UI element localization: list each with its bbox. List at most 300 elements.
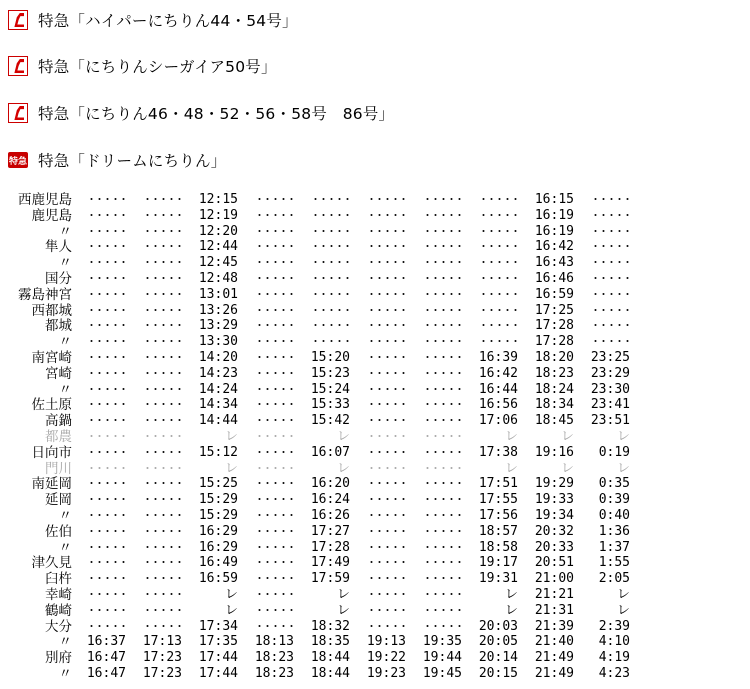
time-cell: 15:25 [198, 476, 238, 492]
time-cell: ・・・・・ [142, 366, 182, 380]
time-cell: ・・・・・ [366, 271, 406, 285]
time-cell: ・・・・・ [422, 556, 462, 570]
time-cell: 19:13 [366, 634, 406, 650]
time-cell: 16:20 [310, 476, 350, 492]
time-cell: ・・・・・ [590, 224, 630, 238]
time-cell: ・・・・・ [142, 208, 182, 222]
time-cell: ・・・・・ [366, 193, 406, 206]
time-cell: ・・・・・ [254, 350, 294, 364]
time-cell: レ [336, 602, 350, 618]
time-cell: ・・・・・ [86, 398, 126, 412]
time-cell: ・・・・・ [86, 335, 126, 349]
time-cell: 0:39 [598, 492, 630, 508]
time-cell: ・・・・・ [422, 524, 462, 538]
time-cell: 12:48 [198, 270, 238, 286]
time-cell: 21:49 [534, 665, 574, 681]
time-cell: ・・・・・ [254, 603, 294, 617]
time-cell: 17:13 [142, 634, 182, 650]
time-cell: ・・・・・ [590, 287, 630, 301]
timetable-row [0, 271, 750, 287]
timetable-row [0, 239, 750, 255]
time-cell: ・・・・・ [254, 366, 294, 380]
time-cell: ・・・・・ [422, 429, 462, 443]
timetable-row [0, 192, 750, 208]
time-cell: ・・・・・ [366, 619, 406, 633]
time-cell: ・・・・・ [310, 193, 350, 206]
legend-row [8, 53, 738, 79]
time-cell: 14:24 [198, 381, 238, 397]
time-cell: 18:57 [478, 523, 518, 539]
time-cell: ・・・・・ [142, 445, 182, 459]
timetable [0, 192, 750, 682]
time-cell: レ [616, 602, 630, 618]
time-cell: ・・・・・ [254, 572, 294, 586]
time-cell: 15:23 [310, 365, 350, 381]
time-cell: ・・・・・ [254, 240, 294, 254]
time-cell: 17:44 [198, 650, 238, 666]
station-name: 都農 [45, 428, 72, 445]
time-cell: 19:34 [534, 507, 574, 523]
station-name: 〃 [58, 507, 72, 524]
timetable-row [0, 255, 750, 271]
time-cell: ・・・・・ [366, 461, 406, 475]
time-cell: 2:39 [598, 618, 630, 634]
time-cell: ・・・・・ [86, 524, 126, 538]
time-cell: 21:40 [534, 634, 574, 650]
time-cell: 16:15 [534, 192, 574, 207]
time-cell: ・・・・・ [422, 335, 462, 349]
time-cell: 23:51 [590, 413, 630, 429]
time-cell: 19:33 [534, 492, 574, 508]
station-name: 〃 [58, 334, 72, 351]
time-cell: 23:29 [590, 365, 630, 381]
legend-train-name: 特急「にちりんシーガイア50号」 [38, 58, 277, 76]
time-cell: レ [616, 460, 630, 476]
time-cell: ・・・・・ [422, 398, 462, 412]
time-cell: ・・・・・ [86, 350, 126, 364]
time-cell: ・・・・・ [142, 256, 182, 270]
timetable-row [0, 555, 750, 571]
time-cell: ・・・・・ [422, 572, 462, 586]
time-cell: ・・・・・ [422, 366, 462, 380]
time-cell: ・・・・・ [254, 445, 294, 459]
time-cell: 16:24 [310, 492, 350, 508]
time-cell: レ [224, 602, 238, 618]
time-cell: ・・・・・ [366, 477, 406, 491]
time-cell: ・・・・・ [86, 429, 126, 443]
time-cell: 1:55 [598, 555, 630, 571]
time-cell: 18:45 [534, 413, 574, 429]
time-cell: 2:05 [598, 571, 630, 587]
time-cell: 12:44 [198, 239, 238, 255]
time-cell: ・・・・・ [142, 271, 182, 285]
time-cell: ・・・・・ [478, 256, 518, 270]
time-cell: 17:49 [310, 555, 350, 571]
time-cell: ・・・・・ [86, 572, 126, 586]
time-cell: ・・・・・ [590, 256, 630, 270]
time-cell: 21:00 [534, 571, 574, 587]
time-cell: 16:29 [198, 539, 238, 555]
time-cell: ・・・・・ [478, 240, 518, 254]
time-cell: 21:21 [534, 586, 574, 602]
time-cell: ・・・・・ [254, 508, 294, 522]
time-cell: ・・・・・ [366, 303, 406, 317]
time-cell: ・・・・・ [254, 256, 294, 270]
time-cell: 19:44 [422, 650, 462, 666]
time-cell: ・・・・・ [366, 208, 406, 222]
time-cell: ・・・・・ [422, 445, 462, 459]
time-cell: 17:28 [534, 318, 574, 334]
time-cell: ・・・・・ [310, 303, 350, 317]
time-cell: ・・・・・ [590, 240, 630, 254]
time-cell: ・・・・・ [366, 493, 406, 507]
time-cell: 15:29 [198, 507, 238, 523]
timetable-row [0, 429, 750, 445]
time-cell: ・・・・・ [366, 524, 406, 538]
time-cell: レ [224, 428, 238, 444]
time-cell: 19:16 [534, 444, 574, 460]
time-cell: 17:38 [478, 444, 518, 460]
time-cell: 16:39 [478, 349, 518, 365]
time-cell: ・・・・・ [422, 224, 462, 238]
time-cell: 17:28 [534, 334, 574, 350]
time-cell: ・・・・・ [86, 493, 126, 507]
time-cell: ・・・・・ [254, 271, 294, 285]
time-cell: ・・・・・ [142, 524, 182, 538]
time-cell: ・・・・・ [422, 619, 462, 633]
time-cell: ・・・・・ [86, 366, 126, 380]
station-name: 南宮崎 [31, 349, 72, 366]
time-cell: ・・・・・ [254, 382, 294, 396]
time-cell: ・・・・・ [422, 493, 462, 507]
time-cell: 20:51 [534, 555, 574, 571]
time-cell: 12:45 [198, 255, 238, 271]
time-cell: ・・・・・ [86, 508, 126, 522]
station-name: 霧島神宮 [18, 286, 72, 303]
time-cell: ・・・・・ [366, 240, 406, 254]
time-cell: 18:20 [534, 349, 574, 365]
station-name: 国分 [45, 270, 72, 287]
time-cell: ・・・・・ [142, 540, 182, 554]
time-cell: ・・・・・ [310, 287, 350, 301]
time-cell: 20:15 [478, 665, 518, 681]
legend-row [8, 100, 738, 126]
time-cell: ・・・・・ [366, 414, 406, 428]
time-cell: 17:44 [198, 665, 238, 681]
time-cell: ・・・・・ [478, 271, 518, 285]
station-name: 別府 [45, 650, 72, 667]
time-cell: 21:49 [534, 650, 574, 666]
time-cell: ・・・・・ [422, 240, 462, 254]
timetable-row [0, 587, 750, 603]
time-cell: レ [616, 428, 630, 444]
time-cell: ・・・・・ [142, 319, 182, 333]
time-cell: ・・・・・ [142, 335, 182, 349]
time-cell: ・・・・・ [142, 287, 182, 301]
time-cell: 16:59 [534, 286, 574, 302]
time-cell: 0:19 [598, 444, 630, 460]
time-cell: 18:34 [534, 397, 574, 413]
time-cell: 20:33 [534, 539, 574, 555]
time-cell: ・・・・・ [142, 603, 182, 617]
legend-row [8, 7, 738, 33]
timetable-row [0, 492, 750, 508]
time-cell: 18:23 [254, 665, 294, 681]
time-cell: ・・・・・ [254, 319, 294, 333]
time-cell: ・・・・・ [366, 603, 406, 617]
station-name: 鶴崎 [45, 602, 72, 619]
time-cell: ・・・・・ [254, 524, 294, 538]
time-cell: ・・・・・ [142, 414, 182, 428]
time-cell: ・・・・・ [590, 208, 630, 222]
time-cell: 4:10 [598, 634, 630, 650]
time-cell: ・・・・・ [366, 335, 406, 349]
time-cell: 23:30 [590, 381, 630, 397]
time-cell: 13:01 [198, 286, 238, 302]
time-cell: ・・・・・ [254, 335, 294, 349]
time-cell: ・・・・・ [86, 208, 126, 222]
time-cell: 16:46 [534, 270, 574, 286]
time-cell: レ [224, 586, 238, 602]
time-cell: ・・・・・ [422, 587, 462, 601]
time-cell: 14:23 [198, 365, 238, 381]
time-cell: ・・・・・ [142, 477, 182, 491]
station-name: 門川 [45, 460, 72, 477]
time-cell: ・・・・・ [478, 287, 518, 301]
time-cell: ・・・・・ [142, 350, 182, 364]
station-name: 臼杵 [45, 571, 72, 588]
time-cell: 16:44 [478, 381, 518, 397]
time-cell: 17:56 [478, 507, 518, 523]
time-cell: ・・・・・ [254, 556, 294, 570]
time-cell: ・・・・・ [366, 256, 406, 270]
time-cell: ・・・・・ [254, 477, 294, 491]
time-cell: ・・・・・ [86, 445, 126, 459]
time-cell: ・・・・・ [422, 208, 462, 222]
time-cell: 15:20 [310, 349, 350, 365]
time-cell: ・・・・・ [366, 366, 406, 380]
timetable-row [0, 334, 750, 350]
time-cell: 15:33 [310, 397, 350, 413]
time-cell: 17:23 [142, 650, 182, 666]
timetable-row [0, 318, 750, 334]
time-cell: 12:19 [198, 207, 238, 223]
time-cell: レ [336, 460, 350, 476]
time-cell: ・・・・・ [478, 224, 518, 238]
timetable-row [0, 650, 750, 666]
time-cell: ・・・・・ [422, 382, 462, 396]
time-cell: ・・・・・ [86, 256, 126, 270]
time-cell: 0:35 [598, 476, 630, 492]
time-cell: 13:30 [198, 334, 238, 350]
time-cell: ・・・・・ [310, 208, 350, 222]
time-cell: レ [560, 460, 574, 476]
timetable-row [0, 476, 750, 492]
time-cell: ・・・・・ [254, 303, 294, 317]
time-cell: 18:44 [310, 665, 350, 681]
time-cell: 20:32 [534, 523, 574, 539]
time-cell: ・・・・・ [310, 240, 350, 254]
time-cell: ・・・・・ [254, 619, 294, 633]
time-cell: ・・・・・ [142, 508, 182, 522]
time-cell: ・・・・・ [142, 461, 182, 475]
limited-express-icon [8, 103, 28, 123]
time-cell: ・・・・・ [422, 303, 462, 317]
time-cell: 20:03 [478, 618, 518, 634]
station-name: 幸崎 [45, 586, 72, 603]
time-cell: 18:32 [310, 618, 350, 634]
time-cell: 0:40 [598, 507, 630, 523]
time-cell: ・・・・・ [422, 508, 462, 522]
station-name: 〃 [58, 255, 72, 272]
time-cell: 15:24 [310, 381, 350, 397]
time-cell: 19:35 [422, 634, 462, 650]
time-cell: 20:05 [478, 634, 518, 650]
time-cell: 16:56 [478, 397, 518, 413]
time-cell: ・・・・・ [86, 287, 126, 301]
night-express-icon: 特急 [8, 150, 28, 170]
legend-row [8, 147, 738, 173]
time-cell: ・・・・・ [86, 271, 126, 285]
time-cell: ・・・・・ [86, 303, 126, 317]
time-cell: 16:37 [86, 634, 126, 650]
time-cell: 15:29 [198, 492, 238, 508]
time-cell: ・・・・・ [86, 193, 126, 206]
time-cell: ・・・・・ [422, 287, 462, 301]
timetable-row [0, 508, 750, 524]
time-cell: 1:37 [598, 539, 630, 555]
time-cell: ・・・・・ [478, 335, 518, 349]
time-cell: ・・・・・ [86, 587, 126, 601]
time-cell: ・・・・・ [422, 350, 462, 364]
time-cell: レ [504, 602, 518, 618]
station-name: 鹿児島 [31, 207, 72, 224]
time-cell: ・・・・・ [254, 193, 294, 206]
time-cell: 17:34 [198, 618, 238, 634]
time-cell: ・・・・・ [366, 224, 406, 238]
time-cell: 17:51 [478, 476, 518, 492]
time-cell: ・・・・・ [142, 303, 182, 317]
timetable-row [0, 666, 750, 682]
time-cell: ・・・・・ [366, 540, 406, 554]
time-cell: 14:44 [198, 413, 238, 429]
time-cell: ・・・・・ [366, 319, 406, 333]
time-cell: ・・・・・ [590, 271, 630, 285]
time-cell: ・・・・・ [142, 382, 182, 396]
timetable-row [0, 571, 750, 587]
time-cell: ・・・・・ [366, 429, 406, 443]
time-cell: 19:29 [534, 476, 574, 492]
time-cell: 17:23 [142, 665, 182, 681]
time-cell: ・・・・・ [366, 445, 406, 459]
time-cell: ・・・・・ [86, 224, 126, 238]
time-cell: ・・・・・ [86, 540, 126, 554]
time-cell: 18:58 [478, 539, 518, 555]
time-cell: レ [336, 586, 350, 602]
time-cell: 16:49 [198, 555, 238, 571]
time-cell: レ [504, 586, 518, 602]
time-cell: ・・・・・ [422, 193, 462, 206]
time-cell: レ [504, 428, 518, 444]
time-cell: ・・・・・ [254, 493, 294, 507]
time-cell: 13:26 [198, 302, 238, 318]
station-name: 〃 [58, 634, 72, 651]
time-cell: ・・・・・ [142, 193, 182, 206]
time-cell: 23:25 [590, 349, 630, 365]
time-cell: ・・・・・ [366, 556, 406, 570]
time-cell: ・・・・・ [422, 461, 462, 475]
time-cell: ・・・・・ [422, 477, 462, 491]
time-cell: ・・・・・ [366, 572, 406, 586]
station-name: 南延岡 [31, 476, 72, 493]
time-cell: ・・・・・ [86, 382, 126, 396]
time-cell: ・・・・・ [254, 398, 294, 412]
time-cell: ・・・・・ [310, 271, 350, 285]
time-cell: 21:39 [534, 618, 574, 634]
time-cell: ・・・・・ [142, 572, 182, 586]
time-cell: 17:59 [310, 571, 350, 587]
time-cell: ・・・・・ [254, 287, 294, 301]
timetable-row [0, 413, 750, 429]
time-cell: ・・・・・ [142, 493, 182, 507]
time-cell: 16:59 [198, 571, 238, 587]
legend-train-name: 特急「にちりん46・48・52・56・58号 86号」 [38, 105, 395, 123]
timetable-row [0, 366, 750, 382]
station-name: 佐土原 [31, 397, 72, 414]
time-cell: 16:07 [310, 444, 350, 460]
time-cell: ・・・・・ [254, 540, 294, 554]
time-cell: ・・・・・ [310, 224, 350, 238]
timetable-row [0, 461, 750, 477]
time-cell: 16:47 [86, 650, 126, 666]
time-cell: 15:12 [198, 444, 238, 460]
time-cell: 19:22 [366, 650, 406, 666]
time-cell: ・・・・・ [422, 319, 462, 333]
time-cell: ・・・・・ [478, 303, 518, 317]
time-cell: ・・・・・ [254, 414, 294, 428]
station-name: 高鍋 [45, 413, 72, 430]
time-cell: 23:41 [590, 397, 630, 413]
station-name: 宮崎 [45, 365, 72, 382]
time-cell: 17:27 [310, 523, 350, 539]
time-cell: 12:15 [198, 192, 238, 207]
time-cell: ・・・・・ [422, 271, 462, 285]
time-cell: ・・・・・ [310, 256, 350, 270]
time-cell: レ [616, 586, 630, 602]
time-cell: ・・・・・ [142, 240, 182, 254]
time-cell: 16:29 [198, 523, 238, 539]
time-cell: 16:26 [310, 507, 350, 523]
time-cell: ・・・・・ [366, 398, 406, 412]
time-cell: ・・・・・ [422, 414, 462, 428]
time-cell: ・・・・・ [478, 208, 518, 222]
time-cell: 20:14 [478, 650, 518, 666]
time-cell: ・・・・・ [590, 193, 630, 206]
time-cell: レ [224, 460, 238, 476]
time-cell: ・・・・・ [142, 556, 182, 570]
time-cell: 17:25 [534, 302, 574, 318]
time-cell: ・・・・・ [86, 619, 126, 633]
limited-express-icon [8, 10, 28, 30]
time-cell: ・・・・・ [310, 319, 350, 333]
time-cell: ・・・・・ [254, 461, 294, 475]
time-cell: ・・・・・ [366, 350, 406, 364]
time-cell: 17:55 [478, 492, 518, 508]
time-cell: ・・・・・ [590, 335, 630, 349]
station-name: 〃 [58, 665, 72, 682]
timetable-row [0, 208, 750, 224]
time-cell: 19:31 [478, 571, 518, 587]
